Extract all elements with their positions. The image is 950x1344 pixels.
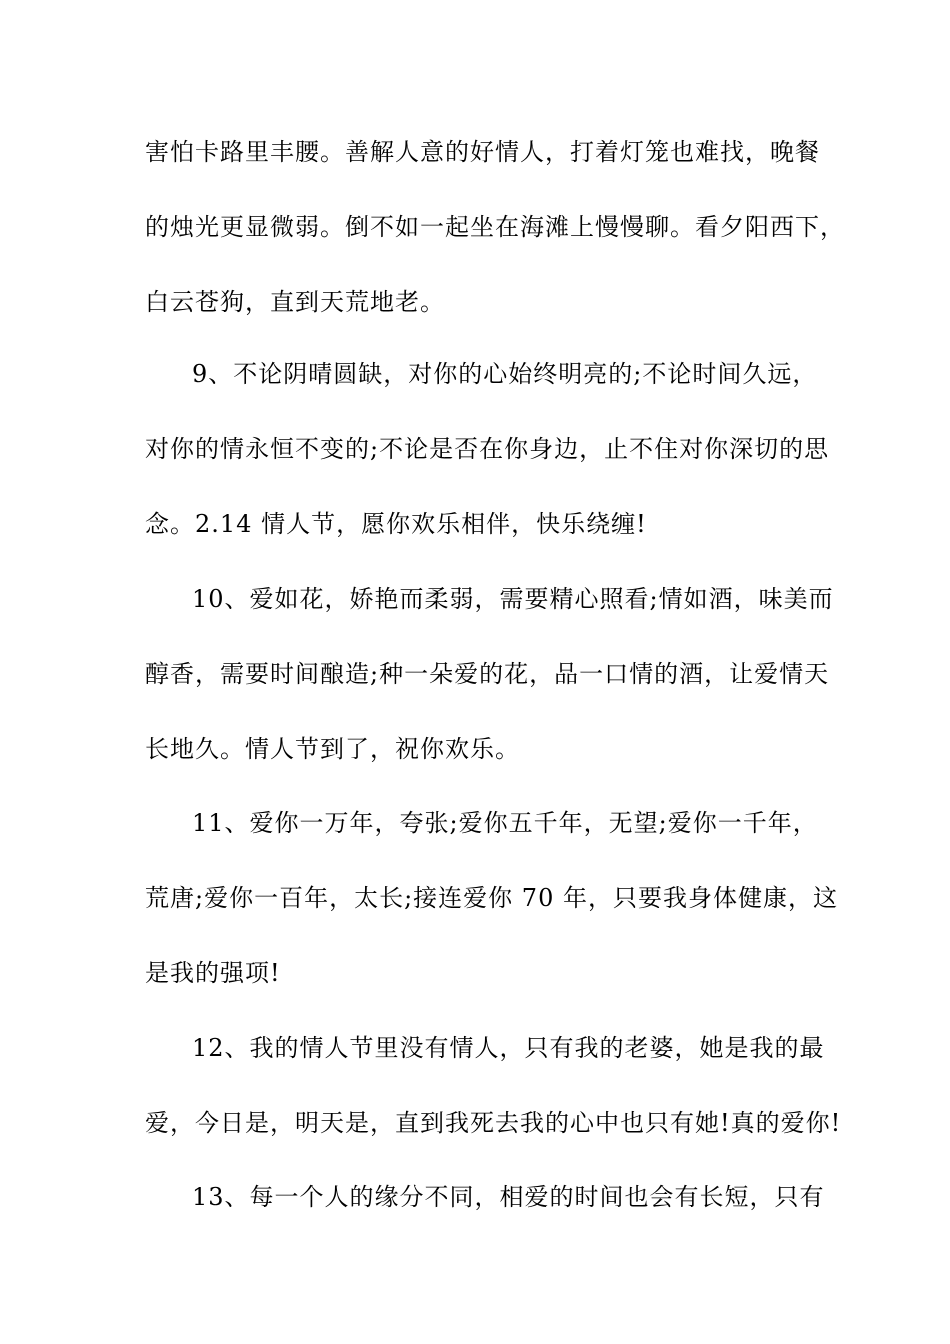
text-line: 害怕卡路里丰腰。善解人意的好情人，打着灯笼也难找，晚餐 — [145, 138, 820, 166]
paragraph-start-line: 10、爱如花，娇艳而柔弱，需要精心照看;情如酒，味美而 — [192, 585, 834, 613]
text-line: 是我的强项! — [145, 959, 281, 987]
text-line: 对你的情永恒不变的;不论是否在你身边，止不住对你深切的思 — [145, 435, 830, 463]
paragraph-start-line: 13、每一个人的缘分不同，相爱的时间也会有长短，只有 — [192, 1183, 825, 1211]
text-line: 荒唐;爱你一百年，太长;接连爱你 70 年，只要我身体健康，这 — [145, 884, 838, 912]
text-line: 醇香，需要时间酿造;种一朵爱的花，品一口情的酒，让爱情天 — [145, 660, 830, 688]
paragraph-start-line: 9、不论阴晴圆缺，对你的心始终明亮的;不论时间久远， — [192, 360, 818, 388]
text-line: 爱，今日是，明天是，直到我死去我的心中也只有她!真的爱你! — [145, 1109, 842, 1137]
text-line: 长地久。情人节到了，祝你欢乐。 — [145, 735, 520, 763]
text-line: 白云苍狗，直到天荒地老。 — [145, 288, 445, 316]
paragraph-start-line: 12、我的情人节里没有情人，只有我的老婆，她是我的最 — [192, 1034, 825, 1062]
text-line: 念。2.14 情人节，愿你欢乐相伴，快乐绕缠! — [145, 510, 647, 538]
paragraph-start-line: 11、爱你一万年，夸张;爱你五千年，无望;爱你一千年， — [192, 809, 818, 837]
text-line: 的烛光更显微弱。倒不如一起坐在海滩上慢慢聊。看夕阳西下， — [145, 213, 845, 241]
